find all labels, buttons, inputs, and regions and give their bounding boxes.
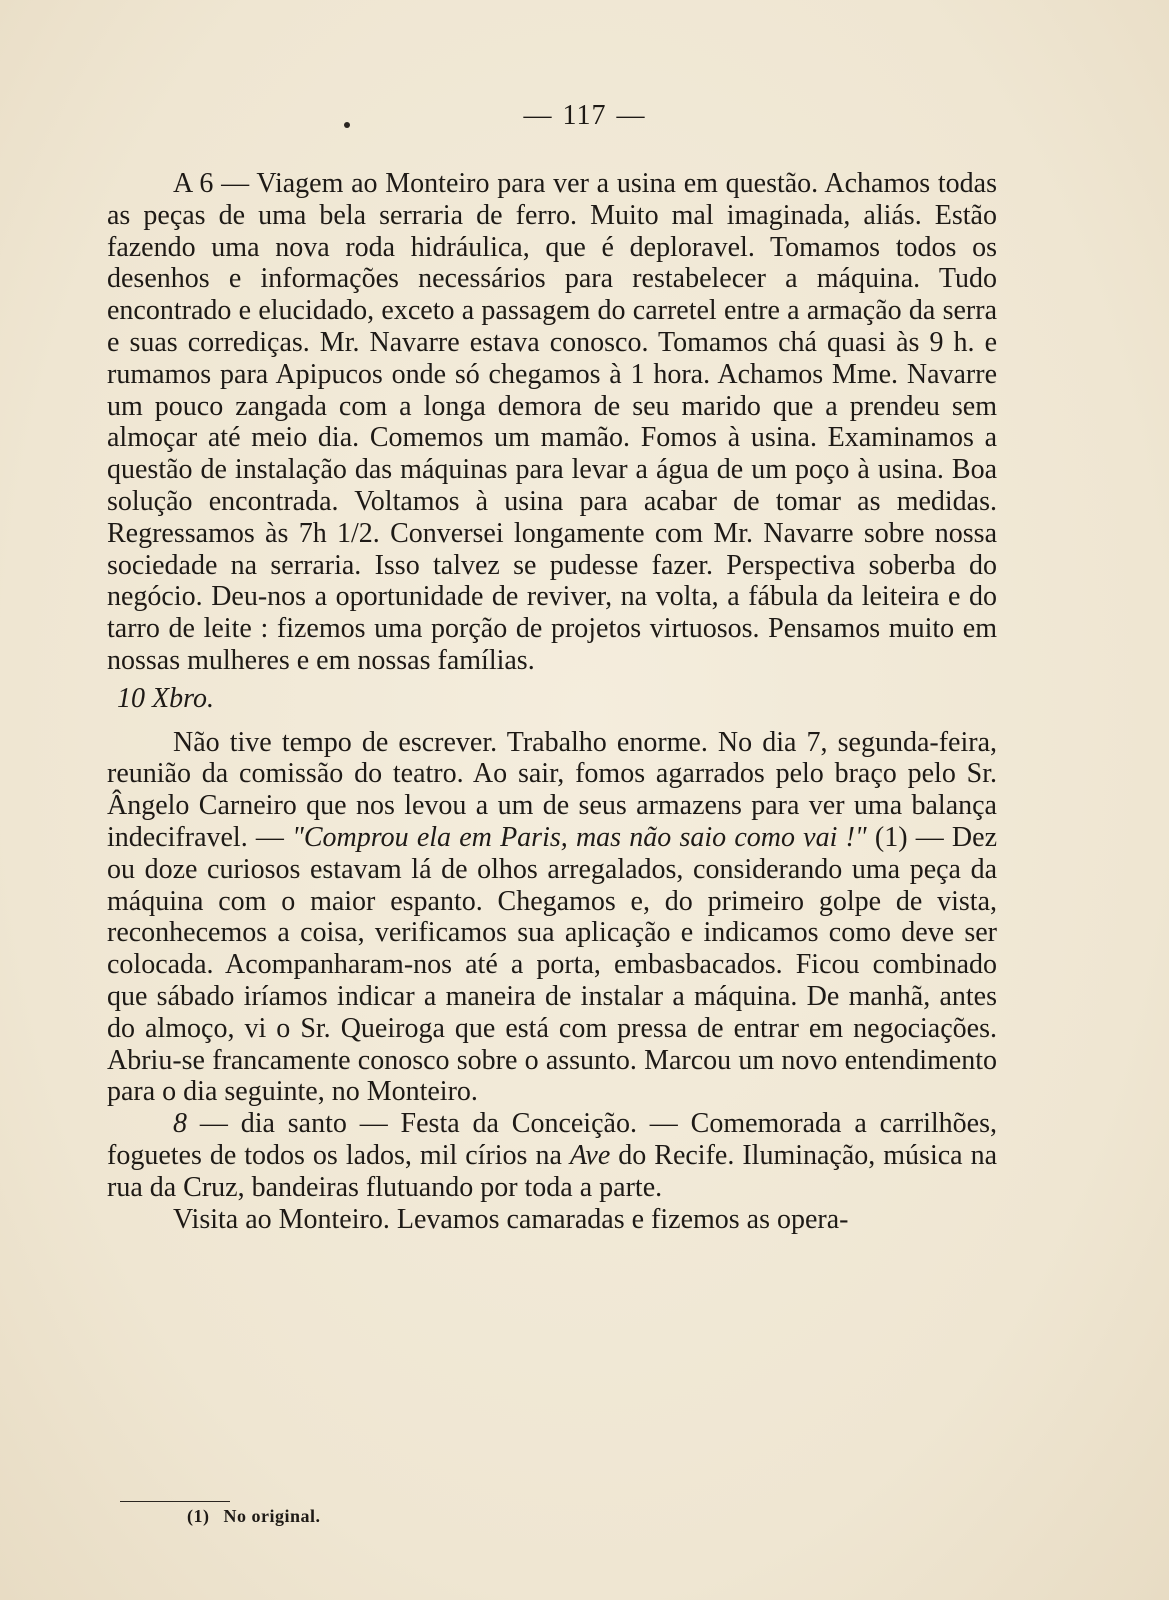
footnote-text: No original. — [223, 1506, 321, 1526]
p3-text-b: do Recife. Iluminação, música na rua da Cruz, bandeiras flutuando por toda a parte. — [107, 1139, 998, 1203]
p2-quote: "Comprou ela em Paris, mas não saio como vai !" — [292, 821, 867, 853]
header-dash-right: — — [616, 100, 646, 131]
p2-text-a: Não tive tempo de escrever. Trabalho enorme. No dia 7, segunda-feira, reunião da comissão do teatro. Ao sair, fomos agarrados pelo braço pelo Sr. Ângelo Carneiro que nos levou a um de seus armazens para ver uma balança indecifravel. — — [107, 726, 997, 853]
p3-day-number: 8 — [173, 1108, 187, 1140]
entry-paragraph-2 — [107, 727, 997, 1109]
p3-text-a: — dia santo — Festa da Conceição. — Comemorada a carrilhões, foguetes de todos os lados, mil círios na — [107, 1108, 997, 1171]
footnote-marker: (1) — [187, 1506, 210, 1526]
page-number: 117 — [562, 100, 607, 131]
p2-text-b: (1) — Dez ou doze curiosos estavam lá de olhos arregalados, considerando uma peça da máquina com o maior espanto. Chegamos e, do primeiro golpe de vista, reconhecemos a coisa, verificamos sua aplicação e indicamos como deve ser colocada. Acompanharam-nos até a porta, embasbacados. Ficou combinado que sábado iríamos indicar a maneira de instalar a máquina. De manhã, antes do almoço, vi o Sr. Queiroga que está com pressa de entrar em negociações. Abriu-se francamente conosco sobre o assunto. Marcou um novo entendimento para o dia seguinte, no Monteiro. — [107, 821, 997, 1108]
footnote-divider — [120, 1501, 230, 1502]
entry-paragraph-1: A 6 — Viagem ao Monteiro para ver a usina em questão. Achamos todas as peças de uma bela serraria de ferro. Muito mal imaginada, aliás. Estão fazendo uma nova roda hidráulica, que é deploravel. Tomamos todos os desenhos e informações necessários para restabelecer a máquina. Tudo encontrado e elucidado, exceto a passagem do carretel entre a armação da serra e suas corrediças. Mr. Navarre estava conosco. Tomamos chá quasi às 9 h. e rumamos para Apipucos onde só chegamos à 1 hora. Achamos Mme. Navarre um pouco zangada com a longa demora de seu marido que a prendeu sem almoçar até meio dia. Comemos um mamão. Fomos à usina. Examinamos a questão de instalação das máquinas para levar a água de um poço à usina. Boa solução encontrada. Voltamos à usina para acabar de tomar as medidas. Regressamos às 7h 1/2. Conversei longamente com Mr. Navarre sobre nossa sociedade na serraria. Isso talvez se pudesse fazer. Perspectiva soberba do negócio. Deu-nos a oportunidade de reviver, na volta, a fábula da leiteira e do tarro de leite : fizemos uma porção de projetos virtuosos. Pensamos muito em nossas mulheres e em nossas famílias. — [107, 168, 997, 676]
footnote — [187, 1506, 321, 1527]
header-dash-left: — — [523, 100, 553, 131]
page-number-header — [0, 100, 1169, 132]
diary-text — [107, 168, 997, 1235]
entry-paragraph-3 — [107, 1108, 997, 1203]
entry-paragraph-4: Visita ao Monteiro. Levamos camaradas e fizemos as opera- — [173, 1203, 849, 1235]
date-heading: 10 Xbro. — [117, 682, 214, 714]
p3-ave: Ave — [569, 1139, 611, 1171]
